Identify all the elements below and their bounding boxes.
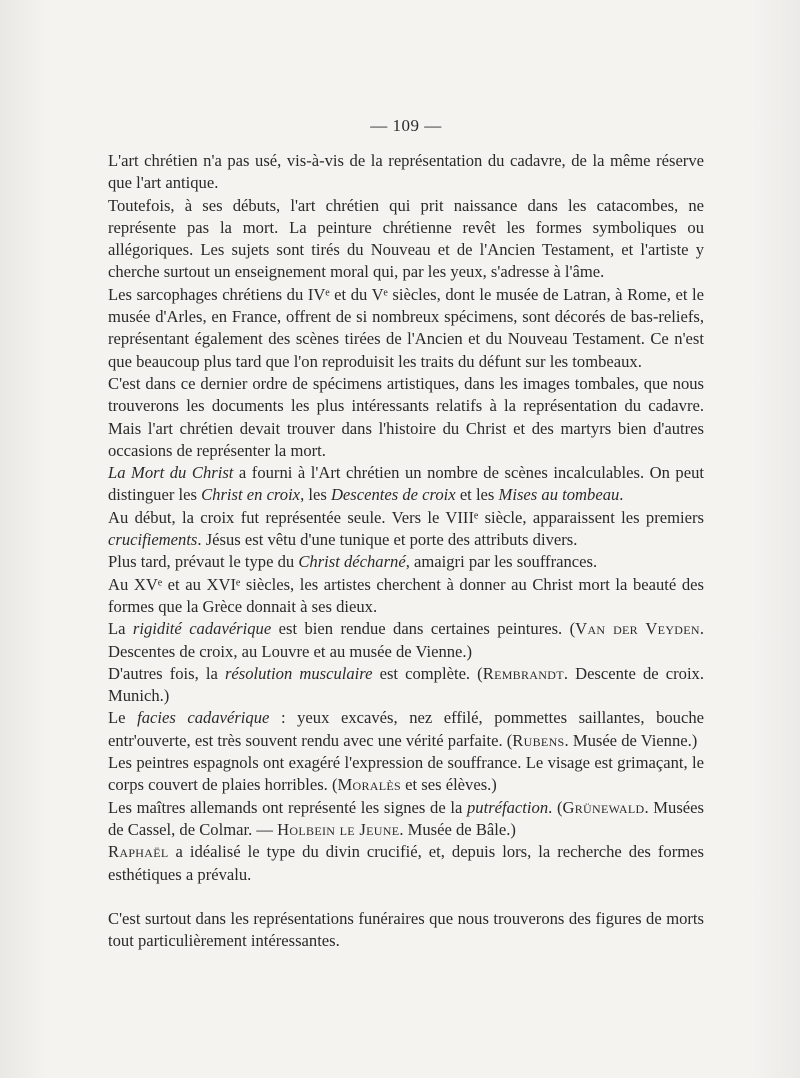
paragraph: Les sarcophages chrétiens du IVᵉ et du Vᵉ siècles, dont le musée de Latran, à Rome, et le musée d'Arles, en France, offrent de si nombreux spécimens, sont décorés de bas-reliefs, représentant également des scènes tirées de l'Ancien et du Nouveau Testament. Ce n'est que beaucoup plus tard que l'on reproduisit les traits du défunt sur les tombeaux. [108, 284, 704, 371]
paragraph [108, 752, 704, 797]
italic-term: facies cadavérique [137, 708, 270, 728]
text-run: D'autres fois, la [108, 663, 225, 683]
text-run: . Musées de Cassel, de Colmar. — [108, 797, 704, 839]
italic-term: putréfaction [467, 797, 549, 817]
text-run: , amaigri par les souffrances. [405, 552, 598, 572]
paragraph: Au XVᵉ et au XVIᵉ siècles, les artistes cherchent à donner au Christ mort la beauté des formes que la Grèce donnait à ses dieux. [108, 574, 704, 616]
text-run: . Musée de Bâle.) [399, 819, 516, 839]
paragraph: L'art chrétien n'a pas usé, vis-à-vis de la représentation du cadavre, de la même réserve que l'art antique. [108, 151, 704, 193]
italic-term: rigidité cadavérique [132, 619, 272, 639]
italic-term: crucifiements [108, 530, 198, 550]
paragraph [108, 663, 704, 708]
text-run: La [108, 619, 133, 639]
artist-name: Moralès [337, 775, 401, 795]
paragraph [108, 707, 704, 752]
text-run: et ses élèves.) [401, 775, 497, 795]
text-run: : yeux excavés, nez effilé, pommettes saillantes, bouche entr'ouverte, est très souvent rendu avec une vérité parfaite. ( [108, 708, 704, 750]
text-run: a idéalisé le type du divin crucifié, et, depuis lors, la recherche des formes esthétiques a prévalu. [108, 842, 704, 884]
paragraph [108, 462, 704, 507]
artist-name: Rubens [512, 730, 565, 750]
text-run: . ( [548, 797, 563, 817]
paragraph [108, 618, 704, 663]
text-run: Les maîtres allemands ont représenté les signes de la [108, 797, 467, 817]
paragraph [108, 507, 704, 552]
text-run: et les [455, 485, 499, 505]
paragraph: C'est surtout dans les représentations funéraires que nous trouverons des figures de morts tout particulièrement intéressantes. [108, 908, 704, 951]
italic-title: La Mort du Christ [108, 463, 234, 483]
italic-term: Descentes de croix [330, 485, 456, 505]
italic-term: résolution musculaire [224, 663, 373, 683]
italic-term: Christ décharné [298, 552, 406, 572]
text-run: . Descentes de croix, au Louvre et au musée de Vienne.) [108, 619, 704, 661]
artist-name: Rembrandt [482, 663, 564, 683]
text-run: Le [108, 708, 138, 728]
text-run: Plus tard, prévaut le type du [108, 552, 299, 572]
text-run: est complète. ( [372, 663, 483, 683]
artist-name: Raphaël [108, 842, 169, 862]
paragraph [108, 551, 704, 573]
paragraph [108, 841, 704, 886]
text-run: . [619, 485, 624, 505]
text-run: . Jésus est vêtu d'une tunique et porte des attributs divers. [197, 530, 578, 550]
page-number: — 109 — [370, 116, 442, 135]
text-run: , les [300, 485, 331, 505]
italic-term: Christ en croix [201, 485, 301, 505]
paragraph: Toutefois, à ses débuts, l'art chrétien qui prit naissance dans les catacombes, ne représente pas la mort. La peinture chrétienne revêt les formes symboliques ou allégoriques. Les sujets sont tirés du Nouveau et de l'Ancien Testament, et l'artiste y cherche surtout un enseignement moral qui, par les yeux, s'adresse à l'âme. [108, 195, 704, 282]
text-run: . Descente de croix. Munich.) [108, 663, 705, 706]
paragraph: C'est dans ce dernier ordre de spécimens artistiques, dans les images tombales, que nous trouverons les documents les plus intéressants relatifs à la représentation du cadavre. Mais l'art chrétien devait trouver dans l'histoire du Christ et des martyrs bien d'autres occasions de représenter la mort. [108, 373, 704, 460]
artist-name: Holbein le Jeune [277, 819, 400, 839]
paragraph [108, 797, 704, 842]
text-run: est bien rendue dans certaines peintures. ( [271, 619, 576, 639]
artist-name: Van der Veyden [575, 619, 700, 639]
text-run: . Musée de Vienne.) [564, 730, 698, 750]
text-run: a fourni à l'Art chrétien un nombre de scènes incalculables. On peut distinguer les [108, 463, 704, 505]
text-run: Au début, la croix fut représentée seule. Vers le VIIIᵉ siècle, apparaissent les premiers [108, 507, 704, 527]
italic-term: Mises au tombeau [498, 485, 620, 505]
body-text [108, 150, 704, 952]
text-run: Les peintres espagnols ont exagéré l'expression de souffrance. Le visage est grimaçant, le corps couvert de plaies horribles. ( [108, 753, 704, 795]
artist-name: Grünewald [562, 797, 645, 817]
